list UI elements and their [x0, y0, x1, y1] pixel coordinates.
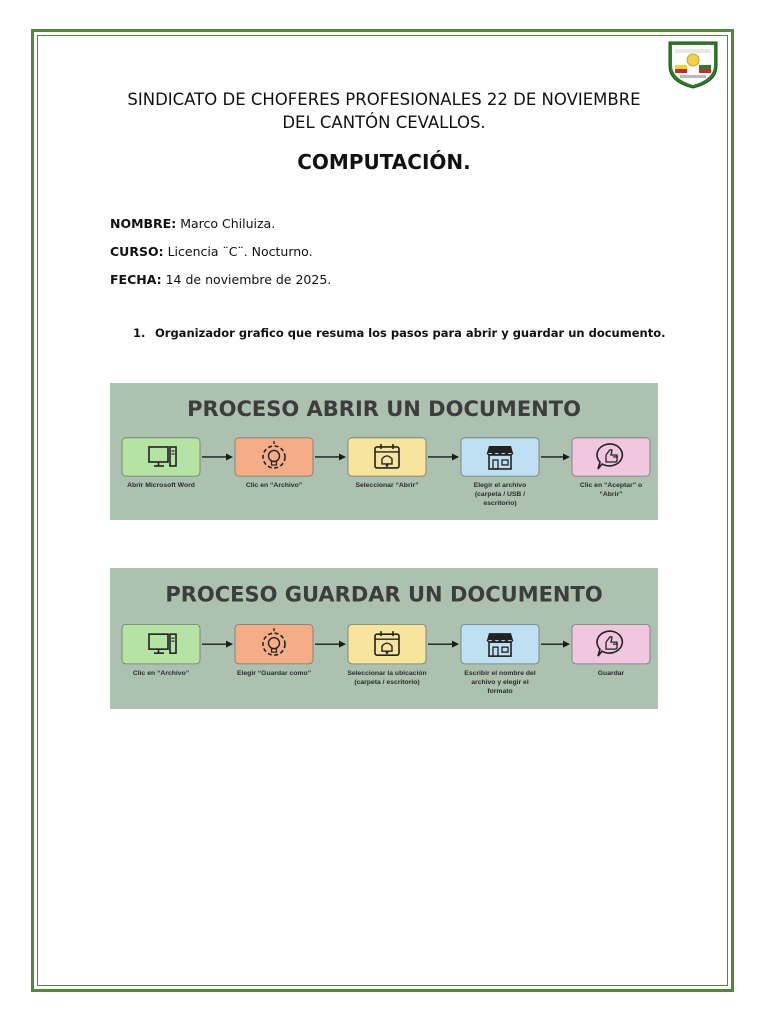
- step-label: Escribir el nombre del archivo y elegir el formato: [464, 669, 536, 695]
- arrow-head: [452, 453, 459, 460]
- step-label: Clic en “Archivo”: [245, 482, 303, 490]
- step-box: [461, 624, 539, 663]
- diagram-title: PROCESO GUARDAR UN DOCUMENTO: [165, 582, 603, 607]
- arrow-head: [563, 641, 570, 648]
- arrow-head: [339, 453, 346, 460]
- arrow-head: [226, 641, 233, 648]
- title-line-1: SINDICATO DE CHOFERES PROFESIONALES 22 DE NOVIEMBRE: [127, 90, 641, 109]
- field-value: Licencia ¨C¨. Nocturno.: [167, 244, 313, 259]
- step-label: Clic en “Archivo”: [132, 669, 190, 677]
- question-item: [133, 326, 665, 340]
- subject-heading: COMPUTACIÓN.: [297, 150, 471, 174]
- step-box: [348, 624, 426, 663]
- diagram-open-canvas: [110, 383, 658, 520]
- field-curso: [110, 244, 313, 259]
- field-value: 14 de noviembre de 2025.: [165, 272, 332, 287]
- step-label: Seleccionar la ubicación (carpeta / escritorio): [347, 669, 427, 686]
- diagram-save-canvas: [110, 568, 658, 709]
- step-label: Elegir el archivo (carpeta / USB / escritorio): [473, 482, 527, 508]
- step-label: Elegir “Guardar como”: [236, 669, 312, 677]
- step-label: Guardar: [597, 669, 625, 677]
- arrow-head: [226, 453, 233, 460]
- field-label: NOMBRE:: [110, 216, 177, 231]
- question-text: Organizador grafico que resuma los pasos para abrir y guardar un documento.: [155, 326, 666, 340]
- step-box: [348, 438, 426, 476]
- field-value: Marco Chiluiza.: [180, 216, 276, 231]
- step-label: Clic en “Aceptar” o “Abrir”: [579, 482, 643, 499]
- step-box: [122, 624, 200, 663]
- field-label: FECHA:: [110, 272, 162, 287]
- arrow-head: [563, 453, 570, 460]
- diagram-open-document: [110, 383, 658, 520]
- diagram-title: PROCESO ABRIR UN DOCUMENTO: [187, 396, 581, 421]
- union-logo-icon: [666, 38, 720, 90]
- question-number: 1.: [133, 326, 146, 340]
- document-title: [100, 88, 668, 134]
- step-label: Seleccionar “Abrir”: [355, 482, 419, 490]
- step-box: [122, 438, 200, 476]
- arrow-head: [339, 641, 346, 648]
- step-box: [461, 438, 539, 476]
- field-fecha: [110, 272, 331, 287]
- field-label: CURSO:: [110, 244, 164, 259]
- field-nombre: [110, 216, 275, 231]
- step-box: [572, 624, 650, 663]
- step-label: Abrir Microsoft Word: [127, 482, 195, 490]
- arrow-head: [452, 641, 459, 648]
- title-line-2: DEL CANTÓN CEVALLOS.: [282, 113, 486, 132]
- diagram-save-document: [110, 568, 658, 709]
